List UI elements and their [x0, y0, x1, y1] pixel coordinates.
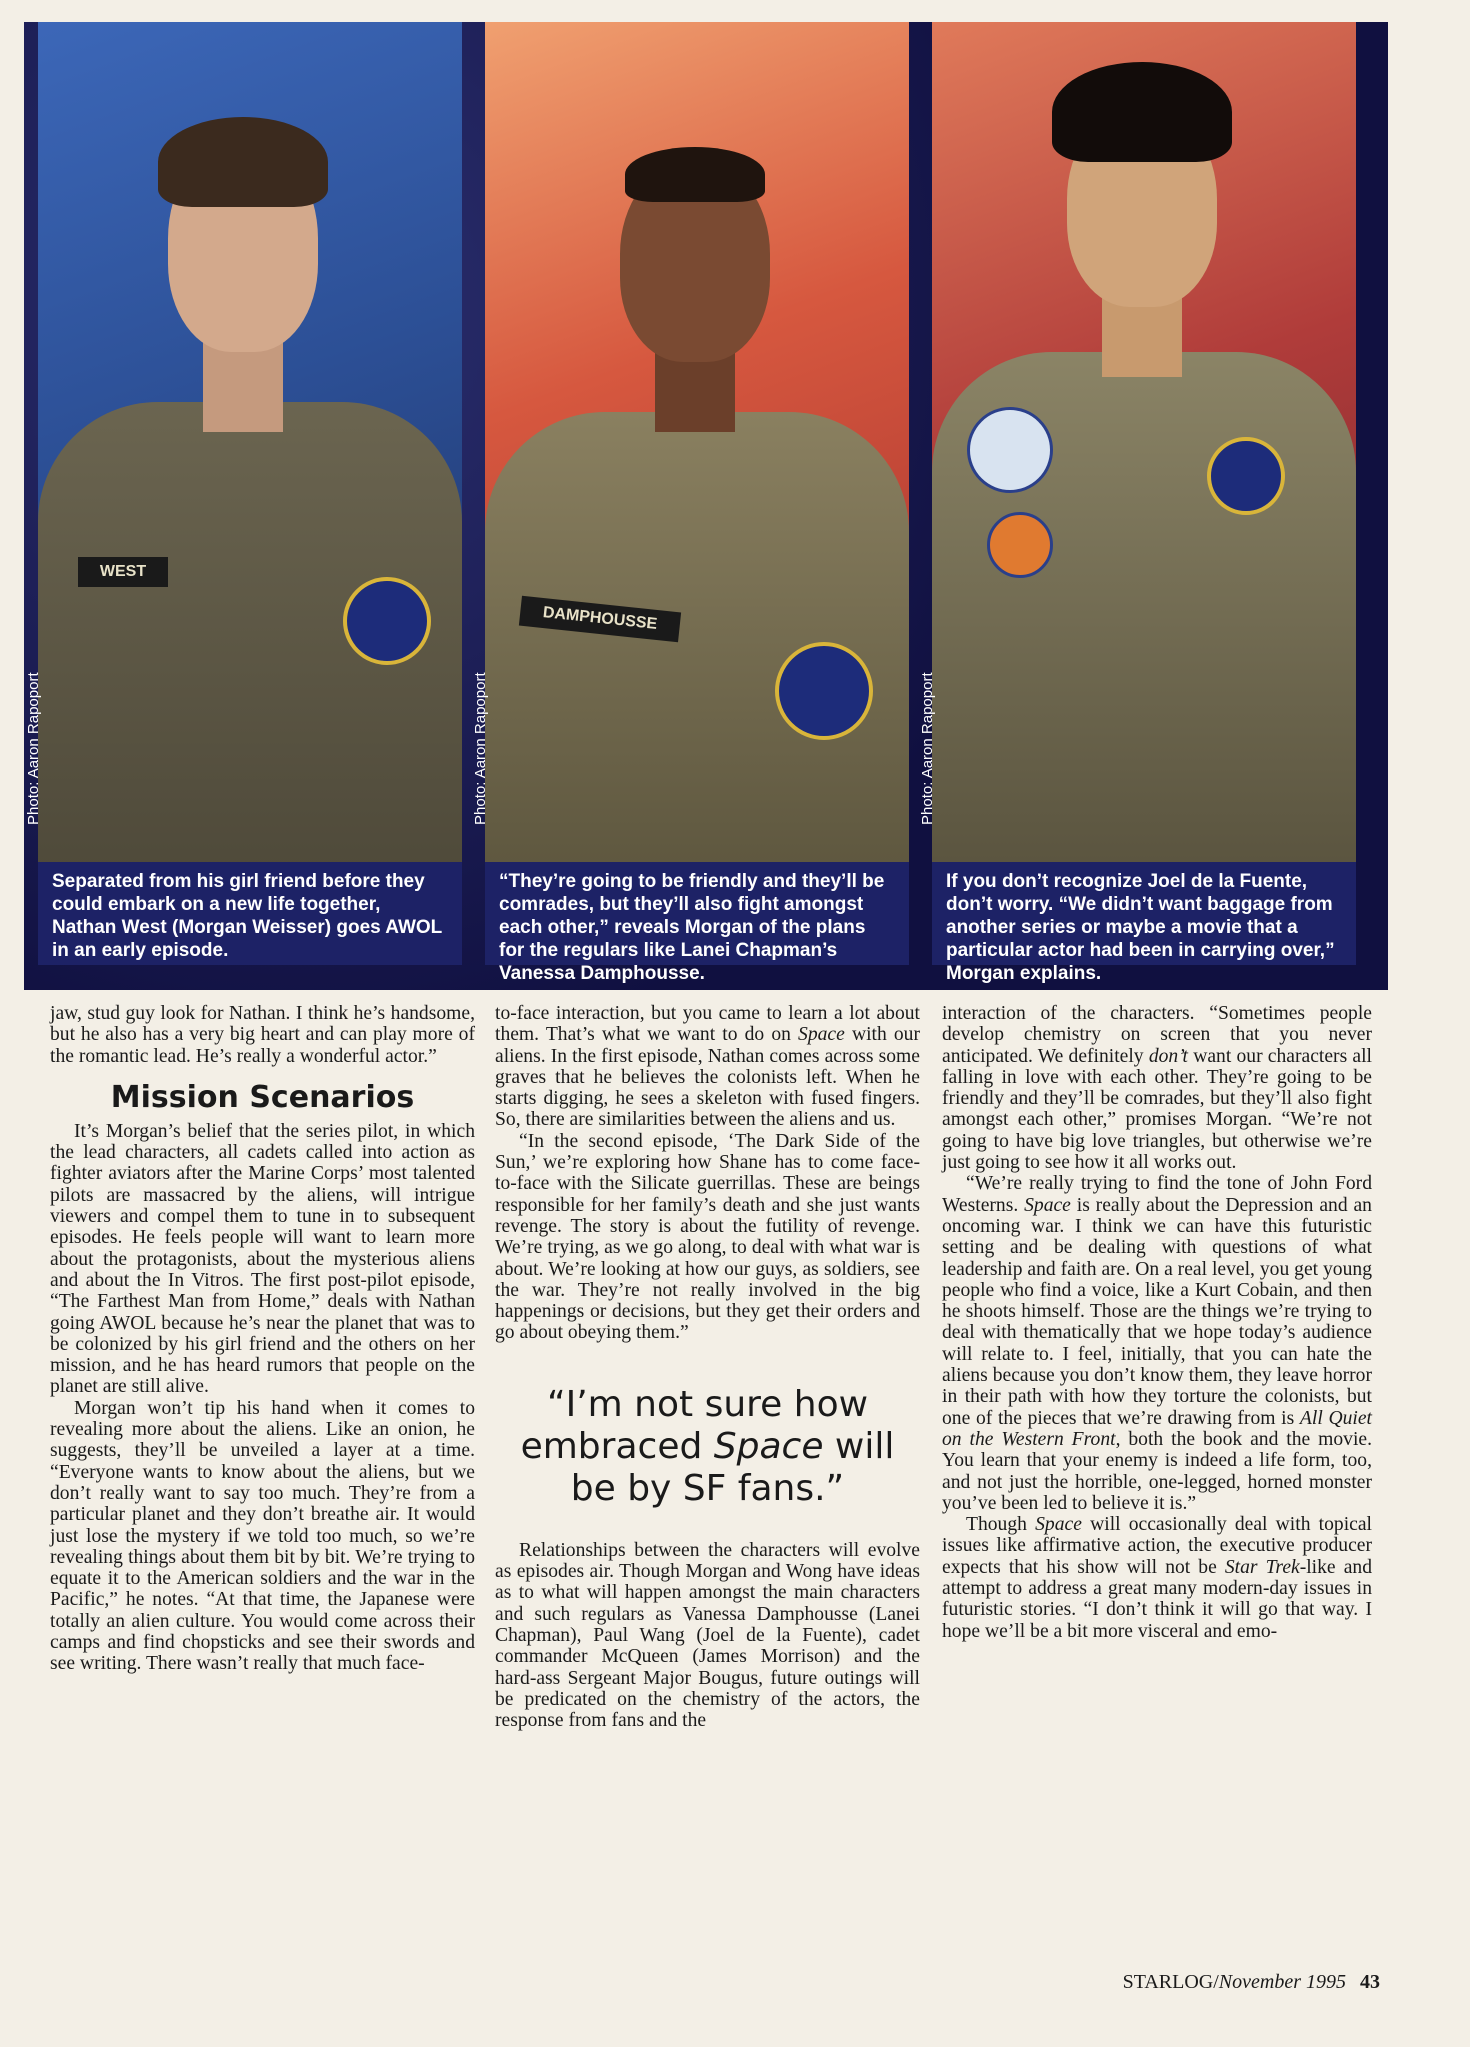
- paragraph: jaw, stud guy look for Nathan. I think he’s handsome, but he also has a very big heart and can play more of the romantic lead. He’s really a wonderful actor.”: [50, 1003, 475, 1067]
- photo-credit: Photo: Aaron Rapoport: [919, 672, 936, 825]
- photo-panel-wang: [919, 22, 1356, 984]
- photo-panel-west: [25, 22, 462, 965]
- photo-west: [38, 22, 462, 862]
- name-tag: WEST: [78, 557, 168, 587]
- hair: [158, 117, 328, 207]
- paragraph: It’s Morgan’s belief that the series pilot, in which the lead characters, all cadets called into action as fighter aviators after the Marine Corps’ most talented pilots are massacred by the aliens, will intrigue viewers and compel them to tune in to subsequent episodes. He feels people will want to learn more about the protagonists, about the mysterious aliens and about the In Vitros. The first post-pilot episode, “The Farthest Man from Home,” deals with Nathan going AWOL because he’s near the planet that was to be colonized by his girl friend and the others on her mission, and he has heard rumors that people on the planet are still alive.: [50, 1120, 475, 1398]
- orange-patch-icon: [987, 512, 1053, 578]
- paragraph: interaction of the characters. “Sometimes people develop chemistry on screen that you never anticipated. We definitely don’t want our characters all falling in love with each other. They’re going to be friendly and they’ll be comrades, but they’ll also fight amongst each other,” promises Morgan. “We’re not going to have big love triangles, but otherwise we’re just going to see how it all works out.: [942, 1003, 1372, 1174]
- text-column-1: [50, 1003, 475, 1675]
- photo-caption: If you don’t recognize Joel de la Fuente, don’t worry. “We didn’t want baggage from another series or maybe a movie that a particular actor had been in carrying over,” Morgan explains.: [932, 862, 1356, 965]
- paragraph: to-face interaction, but you came to learn a lot about them. That’s what we want to do on Space with our aliens. In the first episode, Nathan comes across some graves that he believes the colonists left. When he starts digging, he sees a skeleton with fused fingers. So, there are similarities between the aliens and us.: [495, 1003, 920, 1131]
- paragraph: “We’re really trying to find the tone of John Ford Westerns. Space is really about the Depression and an oncoming war. I think we can have this futuristic setting and be dealing with questions of what leadership and faith are. On a real level, you get young people who find a voice, like a Kurt Cobain, and then he shoots himself. Those are the things we’re trying to deal with thematically that we hope today’s audience will relate to. I feel, initially, that you can hate the aliens because you don’t know them, they leave horror in their path with how they torture the colonists, but one of the pieces that we’re drawing from is All Quiet on the Western Front, both the book and the movie. You learn that your enemy is indeed a life form, too, and not just the horrible, one-legged, horned monster you’ve been led to believe it is.”: [942, 1173, 1372, 1514]
- photo-panel-damphousse: [472, 22, 909, 984]
- hair: [1052, 62, 1232, 162]
- magazine-name: STARLOG/: [1122, 1971, 1219, 1993]
- photo-caption: “They’re going to be friendly and they’ll be comrades, but they’ll also fight amongst each other,” reveals Morgan of the plans for the regulars like Lanei Chapman’s Vanessa Damphousse.: [485, 862, 909, 965]
- photo-wang: [932, 22, 1356, 862]
- page-folio: [1123, 1971, 1380, 1994]
- paragraph: Though Space will occasionally deal with topical issues like affirmative action, the executive producer expects that his show will not be Star Trek-like and attempt to address a great many modern-day issues in futuristic stories. “I don’t think it will go that way. I hope we’ll be a bit more visceral and emo-: [942, 1514, 1372, 1642]
- paragraph: Morgan won’t tip his hand when it comes to revealing more about the aliens. Like an onion, he suggests, they’ll be unveiled a layer at a time. “Everyone wants to know about the aliens, but we don’t really want to say too much. They’re from a particular planet and they don’t breathe air. It would just lose the mystery if we told too much, so we’re revealing things about them bit by bit. We’re trying to equate it to the American soldiers and the war in the Pacific,” he notes. “At that time, the Japanese were totally an alien culture. You would come across their camps and find chopsticks and see their swords and see writing. There wasn’t really that much face-: [50, 1397, 475, 1675]
- photo-credit: Photo: Aaron Rapoport: [25, 672, 42, 825]
- photo-credit: Photo: Aaron Rapoport: [472, 672, 489, 825]
- hair: [625, 147, 765, 202]
- text-column-3: [942, 1003, 1372, 1642]
- squadron-patch-icon: [775, 642, 873, 740]
- section-heading: Mission Scenarios: [110, 1079, 415, 1115]
- page-number: 43: [1360, 1971, 1380, 1993]
- pull-quote: “I’m not sure how embraced Space will be by SF fans.”: [520, 1383, 895, 1509]
- paragraph: Relationships between the characters will evolve as episodes air. Though Morgan and Wong have ideas as to what will happen amongst the main characters and such regulars as Vanessa Damphousse (Lanei Chapman), Paul Wang (Joel de la Fuente), cadet commander McQueen (James Morrison) and the hard-ass Sergeant Major Bougus, future outings will be predicated on the chemistry of the actors, the response from fans and the: [495, 1539, 920, 1732]
- name-tag: DAMPHOUSSE: [519, 596, 681, 643]
- neck: [203, 342, 283, 432]
- text-column-2: [495, 1003, 920, 1731]
- photo-damphousse: [485, 22, 909, 862]
- jumpsuit: [485, 412, 909, 872]
- squadron-patch-icon: [343, 577, 431, 665]
- paragraph: “In the second episode, ‘The Dark Side of the Sun,’ we’re exploring how Shane has to come face-to-face with the Silicate guerrillas. These are beings responsible for her family’s death and she just wants revenge. The story is about the futility of revenge. We’re trying, as we go along, to deal with what war is about. We’re looking at how our guys, as soldiers, see the war. They’re not really involved in the big happenings or decisions, but they get their orders and go about obeying them.”: [495, 1130, 920, 1344]
- squadron-patch-icon: [1207, 437, 1285, 515]
- photo-caption: Separated from his girl friend before they could embark on a new life together, Nathan West (Morgan Weisser) goes AWOL in an early episode.: [38, 862, 462, 965]
- globe-patch-icon: [967, 407, 1053, 493]
- issue-date: November 1995: [1218, 1971, 1346, 1993]
